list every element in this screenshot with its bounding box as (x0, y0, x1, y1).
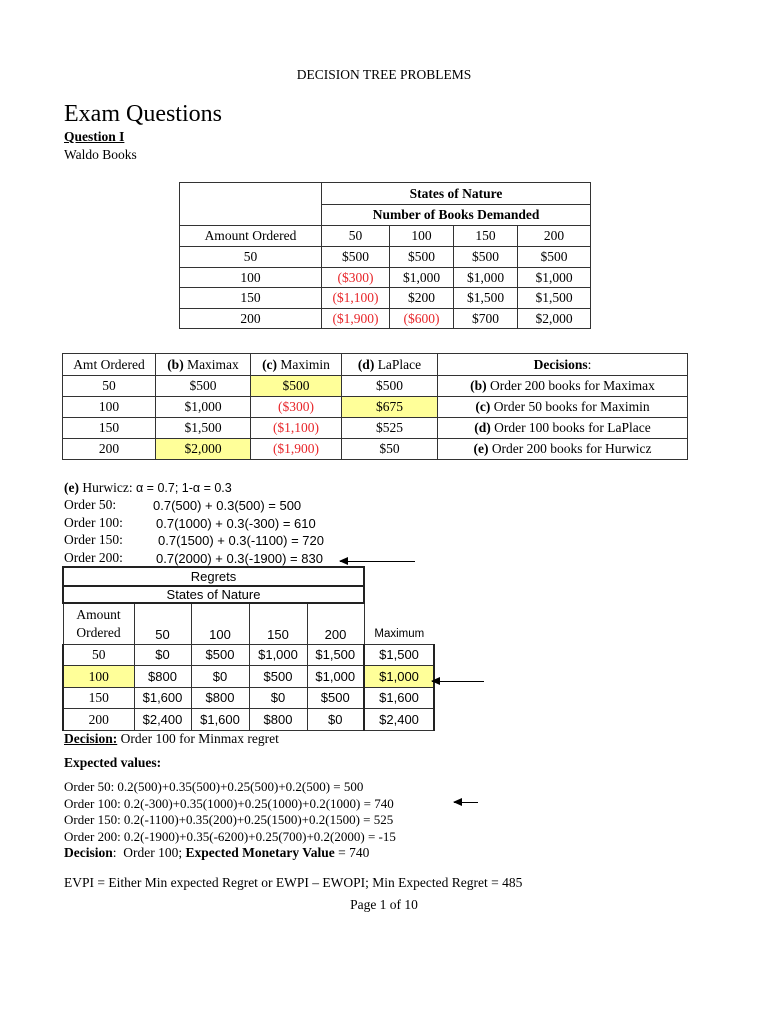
maximax-cell: $1,500 (156, 418, 251, 439)
decision-cell: (d) Order 100 books for LaPlace (438, 418, 688, 439)
maximax-cell: $1,000 (156, 397, 251, 418)
column-header: 150 (249, 603, 307, 644)
decision-cell: (c) Order 50 books for Maximin (438, 397, 688, 418)
header-laplace: (d) LaPlace (342, 354, 438, 376)
laplace-cell: $500 (342, 376, 438, 397)
payoff-cell: $2,000 (518, 308, 591, 329)
hurwicz-formula: 0.7(1000) + 0.3(-300) = 610 (156, 515, 316, 531)
page-footer: Page 1 of 10 (350, 897, 418, 912)
payoff-cell: $500 (322, 247, 390, 268)
ev-decision: Decision: Order 100; Expected Monetary Value = 740 (64, 845, 370, 860)
hurwicz-formula: 0.7(500) + 0.3(500) = 500 (153, 498, 302, 513)
section-heading: Exam Questions (64, 101, 222, 127)
payoff-cell: $1,000 (518, 267, 591, 288)
regret-cell: $1,600 (134, 687, 191, 709)
regret-row-header: Amount Ordered (63, 603, 134, 644)
table-row (63, 418, 688, 439)
decision-cell: (e) Order 200 books for Hurwicz (438, 439, 688, 460)
table-row (63, 644, 434, 666)
table-row (63, 439, 688, 460)
payoff-cell: $500 (390, 247, 454, 268)
regret-title: Regrets (63, 567, 364, 586)
table-row (180, 247, 591, 268)
amount-cell: 200 (63, 439, 156, 460)
regret-cell: $500 (191, 644, 249, 666)
expected-value-line: Order 200: 0.2(-1900)+0.35(-6200)+0.25(700)+0.2(2000) = -15 (64, 828, 396, 844)
column-header: 100 (191, 603, 249, 644)
table-row (180, 308, 591, 329)
laplace-cell: $675 (342, 397, 438, 418)
maximin-cell: ($1,100) (251, 418, 342, 439)
max-cell: $1,500 (364, 644, 434, 666)
payoff-cell: $700 (454, 308, 518, 329)
payoff-cell: $1,000 (454, 267, 518, 288)
amount-cell: 200 (180, 308, 322, 329)
regret-cell: $2,400 (134, 709, 191, 731)
amount-cell: 50 (180, 247, 322, 268)
max-cell: $1,600 (364, 687, 434, 709)
column-header: 50 (322, 226, 390, 247)
regret-cell: $0 (307, 709, 364, 731)
regret-cell: $1,000 (249, 644, 307, 666)
payoff-cell: $500 (518, 247, 591, 268)
regret-cell: $500 (249, 666, 307, 688)
header-maximax: (b) Maximax (156, 354, 251, 376)
regret-cell: $1,500 (307, 644, 364, 666)
states-header: States of Nature (322, 183, 591, 205)
payoff-cell: ($1,100) (322, 288, 390, 309)
expected-value-line: Order 150: 0.2(-1100)+0.35(200)+0.25(1500)+0.2(1500) = 525 (64, 812, 394, 827)
amount-cell: 50 (63, 376, 156, 397)
criteria-table (62, 353, 688, 460)
payoff-cell: $500 (454, 247, 518, 268)
hurwicz-label: Order 150: (64, 532, 123, 547)
expected-value-line: Order 100: 0.2(-300)+0.35(1000)+0.25(1000)+0.2(1000) = 740 (64, 795, 394, 811)
subject-label: Waldo Books (64, 147, 137, 162)
column-header: 200 (307, 603, 364, 644)
regret-table (62, 566, 435, 731)
header-maximin: (c) Maximin (251, 354, 342, 376)
regret-cell: $500 (307, 687, 364, 709)
maximax-cell: $2,000 (156, 439, 251, 460)
table-row (63, 666, 434, 688)
row-header: Amount Ordered (180, 226, 322, 247)
expected-value-line: Order 50: 0.2(500)+0.35(500)+0.25(500)+0.2(500) = 500 (64, 779, 364, 794)
column-header: 150 (454, 226, 518, 247)
hurwicz-label: Order 200: (64, 549, 123, 565)
regret-cell: $0 (249, 687, 307, 709)
amount-cell: 100 (63, 666, 134, 688)
arrow-icon (454, 802, 478, 803)
amount-cell: 150 (180, 288, 322, 309)
table-row (63, 687, 434, 709)
arrow-icon (340, 561, 415, 562)
decision-cell: (b) Order 200 books for Maximax (438, 376, 688, 397)
regret-states-header: States of Nature (63, 586, 364, 603)
max-cell: $2,400 (364, 709, 434, 731)
hurwicz-label: Order 100: (64, 514, 123, 530)
regret-cell: $1,600 (191, 709, 249, 731)
payoff-cell: $1,500 (518, 288, 591, 309)
table-row (180, 288, 591, 309)
laplace-cell: $525 (342, 418, 438, 439)
arrow-icon (432, 681, 484, 682)
column-header: 100 (390, 226, 454, 247)
column-header: 200 (518, 226, 591, 247)
regret-decision: Decision: Order 100 for Minmax regret (64, 731, 279, 746)
hurwicz-header: (e) Hurwicz: α = 0.7; 1-α = 0.3 (64, 480, 232, 495)
payoff-cell: ($1,900) (322, 308, 390, 329)
table-row (63, 397, 688, 418)
hurwicz-formula: 0.7(1500) + 0.3(-1100) = 720 (158, 533, 324, 548)
payoff-table (179, 182, 591, 329)
question-label: Question I (64, 129, 125, 144)
regret-cell: $800 (134, 666, 191, 688)
amount-cell: 150 (63, 418, 156, 439)
payoff-cell: ($300) (322, 267, 390, 288)
header-decisions: Decisions: (438, 354, 688, 376)
payoff-cell: $200 (390, 288, 454, 309)
payoff-cell: $1,000 (390, 267, 454, 288)
maximin-cell: ($1,900) (251, 439, 342, 460)
column-header: 50 (134, 603, 191, 644)
regret-cell: $0 (134, 644, 191, 666)
maximax-cell: $500 (156, 376, 251, 397)
expected-values-title: Expected values: (64, 755, 162, 770)
maximin-cell: $500 (251, 376, 342, 397)
table-row (63, 709, 434, 731)
demand-header: Number of Books Demanded (322, 205, 591, 226)
regret-cell: $800 (191, 687, 249, 709)
regret-cell: $800 (249, 709, 307, 731)
document-title: DECISION TREE PROBLEMS (296, 67, 472, 82)
regret-cell: $1,000 (307, 666, 364, 688)
table-row (63, 376, 688, 397)
amount-cell: 100 (180, 267, 322, 288)
amount-cell: 150 (63, 687, 134, 709)
max-cell: $1,000 (364, 666, 434, 688)
maximin-cell: ($300) (251, 397, 342, 418)
header-amount: Amt Ordered (63, 354, 156, 376)
hurwicz-formula: 0.7(2000) + 0.3(-1900) = 830 (156, 550, 323, 566)
payoff-cell: ($600) (390, 308, 454, 329)
amount-cell: 100 (63, 397, 156, 418)
payoff-cell: $1,500 (454, 288, 518, 309)
amount-cell: 50 (63, 644, 134, 666)
hurwicz-label: Order 50: (64, 497, 117, 512)
amount-cell: 200 (63, 709, 134, 731)
regret-cell: $0 (191, 666, 249, 688)
evpi-note: EVPI = Either Min expected Regret or EWPI – EWOPI; Min Expected Regret = 485 (64, 875, 523, 890)
max-header: Maximum (374, 628, 425, 640)
table-row (180, 267, 591, 288)
laplace-cell: $50 (342, 439, 438, 460)
